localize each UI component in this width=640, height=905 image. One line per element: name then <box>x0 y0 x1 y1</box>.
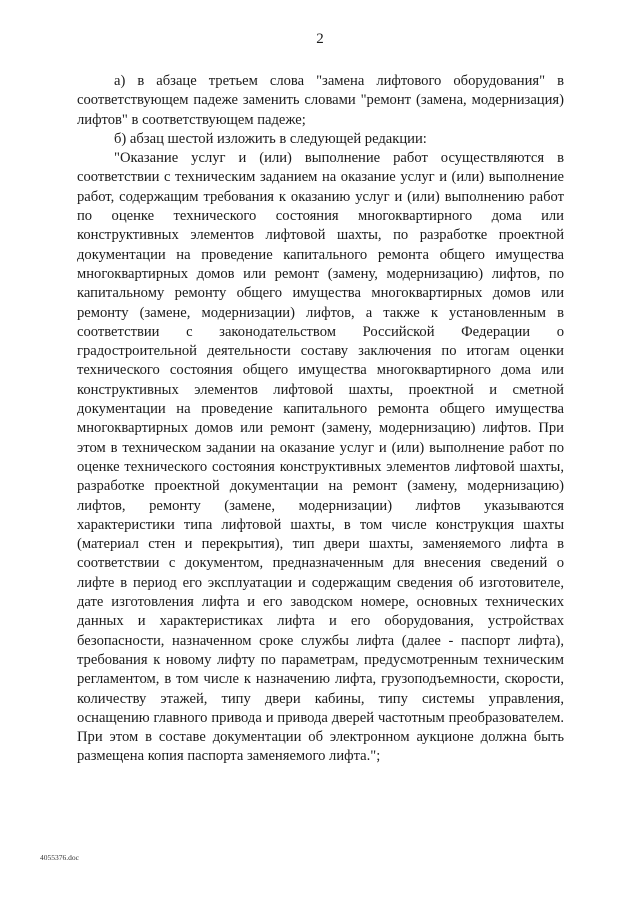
document-body <box>77 72 564 767</box>
paragraph-a: а) в абзаце третьем слова "замена лифтового оборудования" в соответствующем падеже заменить словами "ремонт (замена, модернизация) лифтов" в соответствующем падеже; <box>77 73 564 128</box>
paragraph-b: б) абзац шестой изложить в следующей редакции: <box>114 130 427 147</box>
page-number: 2 <box>316 31 324 47</box>
document-file-code: 4055376.doc <box>40 853 79 862</box>
paragraph-quoted-text: "Оказание услуг и (или) выполнение работ осуществляются в соответствии с техническим заданием на оказание услуг и (или) выполнение работ, содержащим требования к оказанию услуг и (или) выполнению работ по оценке технического состояния многоквартирного дома или конструктивных элементов лифтовой шахты, по разработке проектной документации на проведение капитального ремонта общего имущества многоквартирных домов или ремонт (замену, модернизацию) лифтов, по капитальному ремонту общего имущества многоквартирных домов или ремонту (замене, модернизации) лифтов, а также к установленным в соответствии с законодательством Российской Федерации о градостроительной деятельности составу заключения по итогам оценки технического состояния общего имущества многоквартирного дома или конструктивных элементов лифтовой шахты, проектной и сметной документации на проведение капитального ремонта общего имущества многоквартирных домов или ремонт (замену, модернизацию) лифтов. При этом в техническом задании на оказание услуг и (или) выполнение работ по оценке технического состояния конструктивных элементов лифтовой шахты, разработке проектной документации на ремонт (замену, модернизацию) лифтов, ремонту (замене, модернизации) лифтов указываются характеристики типа лифтовой шахты, в том числе конструкция шахты (материал стен и перекрытия), тип двери шахты, заменяемого лифта в соответствии с документом, предназначенным для внесения сведений о лифте в период его эксплуатации и содержащим сведения об изготовителе, дате изготовления лифта и его заводском номере, основных технических данных и характеристиках лифта и его оборудования, устройствах безопасности, назначенном сроке службы лифта (далее - паспорт лифта), требования к новому лифту по параметрам, предусмотренным техническим регламентом, в том числе к назначению лифта, грузоподъемности, скорости, количеству этажей, типу двери кабины, типу системы управления, оснащению главного привода и привода дверей частотным преобразователем. При этом в составе документации об электронном аукционе должна быть размещена копия паспорта заменяемого лифта."; <box>77 150 564 765</box>
